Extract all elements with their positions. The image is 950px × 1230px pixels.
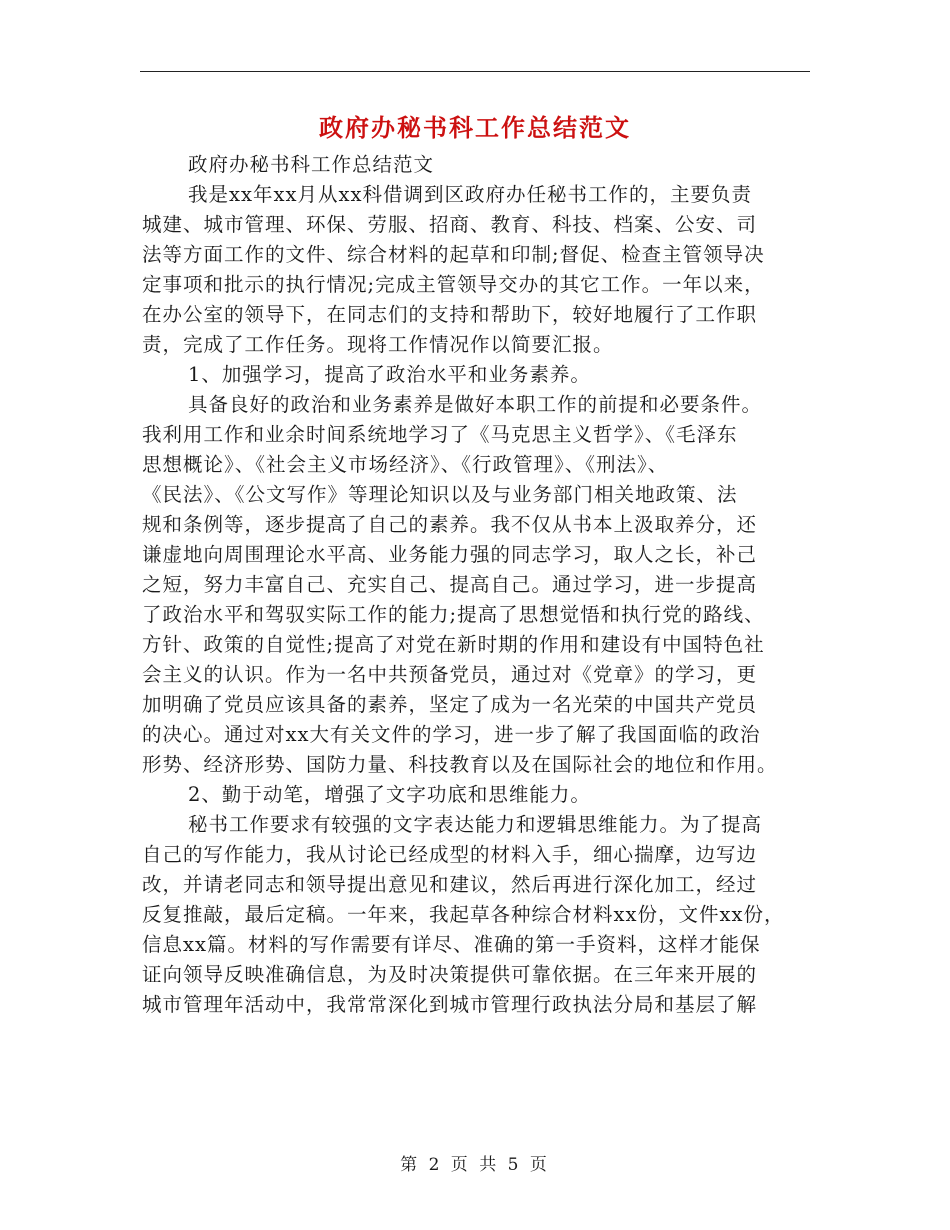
text-line: 改，并请老同志和领导提出意见和建议，然后再进行深化加工，经过 [142,873,758,896]
text-line: 反复推敲，最后定稿。一年来，我起草各种综合材料xx份，文件xx份， [142,903,785,926]
text-line: 会主义的认识。作为一名中共预备党员，通过对《党章》的学习，更 [142,663,758,686]
text-line: 证向领导反映准确信息，为及时决策提供可靠依据。在三年来开展的 [142,963,758,986]
text-line: 我是xx年xx月从xx科借调到区政府办任秘书工作的，主要负责 [188,183,752,206]
document-body [142,150,812,1020]
text-line: 2、勤于动笔，增强了文字功底和思维能力。 [188,783,591,806]
text-line: 法等方面工作的文件、综合材料的起草和印制;督促、检查主管领导决 [142,243,765,266]
text-line: 我利用工作和业余时间系统地学习了《马克思主义哲学》、《毛泽东 [142,423,738,446]
text-line: 责，完成了工作任务。现将工作情况作以简要汇报。 [142,333,614,356]
text-line: 自己的写作能力，我从讨论已经成型的材料入手，细心揣摩，边写边 [142,843,758,866]
text-line: 信息xx篇。材料的写作需要有详尽、准确的第一手资料，这样才能保 [142,933,761,956]
text-line: 之短，努力丰富自己、充实自己、提高自己。通过学习，进一步提高 [142,573,758,596]
text-line: 加明确了党员应该具备的素养，坚定了成为一名光荣的中国共产党员 [142,693,758,716]
document-title: 政府办秘书科工作总结范文 [319,113,631,142]
text-line: 了政治水平和驾驭实际工作的能力;提高了思想觉悟和执行党的路线、 [142,603,765,626]
text-line: 秘书工作要求有较强的文字表达能力和逻辑思维能力。为了提高 [188,813,763,836]
text-line: 在办公室的领导下，在同志们的支持和帮助下，较好地履行了工作职 [142,303,758,326]
text-line: 1、加强学习，提高了政治水平和业务素养。 [188,363,591,386]
text-line: 的决心。通过对xx大有关文件的学习，进一步了解了我国面临的政治 [142,723,761,746]
text-line: 规和条例等，逐步提高了自己的素养。我不仅从书本上汲取养分，还 [142,513,758,536]
text-line: 城市管理年活动中，我常常深化到城市管理行政执法分局和基层了解 [142,993,758,1016]
text-line: 形势、经济形势、国防力量、科技教育以及在国际社会的地位和作用。 [142,753,778,776]
text-line: 具备良好的政治和业务素养是做好本职工作的前提和必要条件。 [188,393,763,416]
text-line: 方针、政策的自觉性;提高了对党在新时期的作用和建设有中国特色社 [142,633,765,656]
text-line: 定事项和批示的执行情况;完成主管领导交办的其它工作。一年以来， [142,273,765,296]
text-line: 政府办秘书科工作总结范文 [188,153,435,176]
page-footer: 第 2 页 共 5 页 [400,1155,550,1175]
text-line: 城建、城市管理、环保、劳服、招商、教育、科技、档案、公安、司 [142,213,758,236]
header-rule [140,71,810,72]
text-line: 思想概论》、《社会主义市场经济》、《行政管理》、《刑法》、 [142,453,669,476]
text-line: 《民法》、《公文写作》等理论知识以及与业务部门相关地政策、法 [142,483,738,506]
text-line: 谦虚地向周围理论水平高、业务能力强的同志学习，取人之长，补己 [142,543,758,566]
